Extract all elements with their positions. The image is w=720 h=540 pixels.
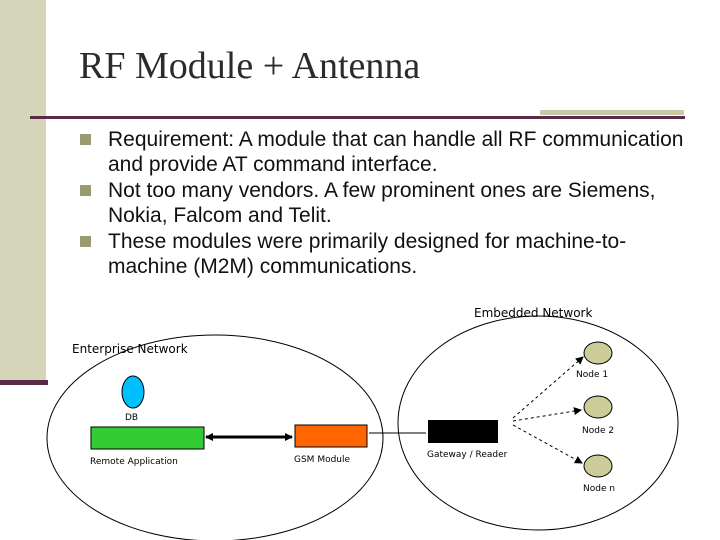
node-2	[584, 396, 612, 418]
node-1-label: Node 1	[576, 370, 609, 380]
slide-title: RF Module + Antenna	[79, 45, 421, 87]
bullet-text: Not too many vendors. A few prominent ones are Siemens, Nokia, Falcom and Telit.	[108, 179, 656, 227]
remote-application-box	[91, 427, 204, 449]
database-node	[122, 376, 144, 408]
gsm-module-box	[295, 425, 367, 447]
gsm-module-label: GSM Module	[294, 455, 351, 465]
bullet-text: Requirement: A module that can handle all RF communication and provide AT command interface.	[108, 128, 684, 176]
bullet-text: These modules were primarily designed for machine-to-machine (M2M) communications.	[108, 230, 627, 278]
node-n-label: Node n	[583, 484, 616, 494]
gateway-to-node-n-link	[513, 425, 582, 463]
gateway-to-node-2-link	[513, 410, 581, 421]
gateway-reader-label: Gateway / Reader	[427, 450, 508, 460]
node-n	[584, 455, 612, 477]
node-2-label: Node 2	[582, 426, 615, 436]
node-1	[584, 342, 612, 364]
gateway-reader-box	[428, 420, 498, 443]
gateway-to-node-1-link	[513, 357, 583, 418]
db-label: DB	[125, 413, 139, 423]
remote-application-label: Remote Application	[90, 457, 178, 467]
embedded-network-label: Embedded Network	[474, 306, 593, 320]
enterprise-network-label: Enterprise Network	[72, 342, 188, 356]
